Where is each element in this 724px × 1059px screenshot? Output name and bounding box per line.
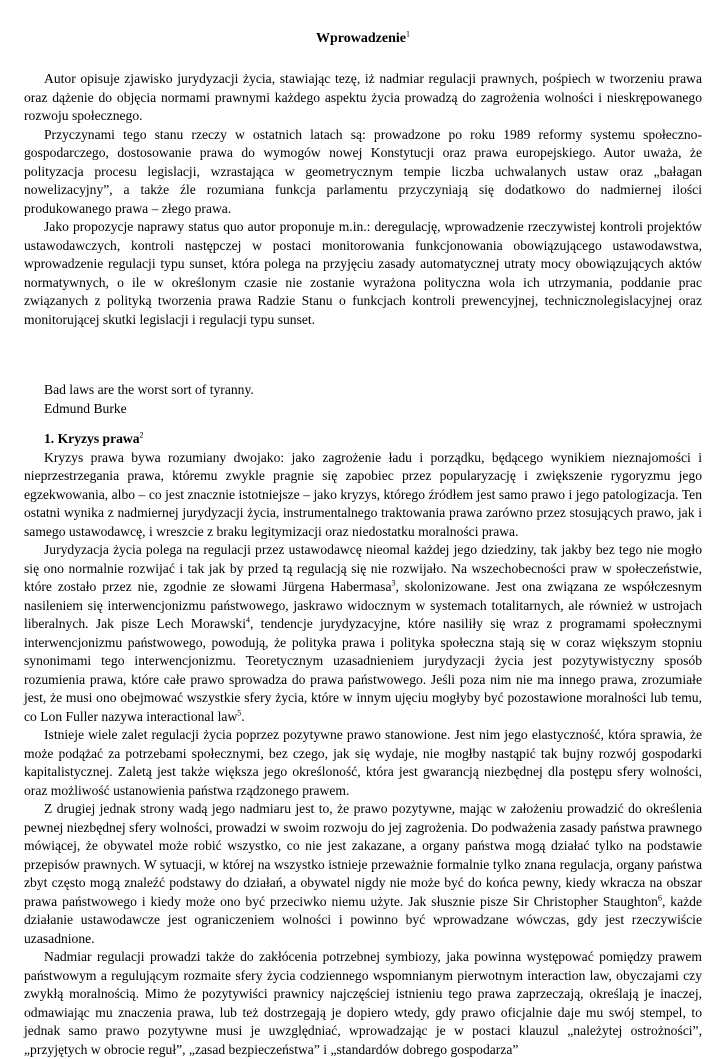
section-heading <box>44 430 702 449</box>
footnote-marker-3[interactable]: 3 <box>392 578 396 587</box>
body-paragraph-4-text-a: Z drugiej jednak strony wadą jego nadmiaru jest to, że prawo pozytywne, mając w założeniu prowadzić do określenia pewnej niezbędnej sfery wolności, prowadzi w swoim rozwoju do jej zagrożenia. Do podważenia zasady państwa prawnego mówiącej, że obywatel może robić wszystko, co nie jest zakazane, a organy państwa mogą działać tylko na podstawie przepisów prawnych. W sytuacji, w której na wszystko istnieje przeważnie formalnie tylko znana regulacja, organy państwa zbyt często mogą znaleźć podstawy do działań, a obywatel nigdy nie może być do końca pewny, kiedy wkracza na obszar prawa państwowego i kiedy może ono być przeciwko niemu użyte. Jak słusznie pisze Sir Christopher Staughton <box>24 801 702 909</box>
body-paragraph-2 <box>24 541 702 726</box>
footnote-marker-6[interactable]: 6 <box>658 893 662 902</box>
abstract-paragraph-3: Jako propozycje naprawy status quo autor proponuje m.in.: deregulację, wprowadzenie rzeczywistej kontroli projektów ustawodawczych, kontroli następczej w postaci monitorowania funkcjonowania obowiązującego ustawodawstwa, wprowadzenie regulacji typu sunset, która polega na przyjęciu zasady automatycznej utraty mocy obowiązujących aktów normatywnych, o ile w określonym czasie nie zostanie wyrażona polityczna wola ich utrzymania, poddanie prac związanych z polityką tworzenia prawa Radzie Stanu o funkcjach kontroli prewencyjnej, technicznolegislacyjnej oraz monitorującej skutki legislacji i regulacji typu sunset. <box>24 218 702 329</box>
title-text: Wprowadzenie <box>316 31 406 46</box>
abstract-paragraph-2: Przyczynami tego stanu rzeczy w ostatnich latach są: prowadzone po roku 1989 reformy systemu społeczno-gospodarczego, dostosowanie prawa do wymogów nowej Konstytucji oraz prawa europejskiego. Autor uważa, że polityzacja procesu legislacji, wzrastająca w geometrycznym tempie liczba uchwalanych ustaw oraz „bałagan nowelizacyjny”, a także źle rozumiana funkcja parlamentu przyczyniają się dodatkowo do nadmiernej ilości produkowanego prawa – złego prawa. <box>24 126 702 219</box>
epigraph <box>44 381 702 418</box>
abstract-paragraph-1: Autor opisuje zjawisko jurydyzacji życia, stawiając tezę, iż nadmiar regulacji prawnych, pośpiech w tworzeniu prawa oraz dążenie do objęcia normami prawnymi każdego aspektu życia prowadzą do zagrożenia wolności i nieskrępowanego rozwoju społecznego. <box>24 70 702 126</box>
document-title <box>24 30 702 48</box>
body-paragraph-2-text-b: , skolonizowane. Jest ona związana ze współczesnym nasileniem się interwencjonizmu państwowego, jaskrawo widocznym w systemach totalitarnych, ale również w ustrojach liberalnych. Jak pisze Lech Morawski <box>24 579 702 631</box>
body-paragraph-1: Kryzys prawa bywa rozumiany dwojako: jako zagrożenie ładu i porządku, będącego wynikiem nieznajomości i nieprzestrzegania prawa, któremu zwykle pragnie się zapobiec przez popularyzację i zwiększenie rygoryzmu jego egzekwowania, albo – co jest znacznie istotniejsze – jako kryzys, którego źródłem jest samo prawo i jego patologizacja. Ten ostatni wynika z nadmiernej jurydyzacji życia, instrumentalnego traktowania prawa zarówno przez stosujących prawo, jak i samego ustawodawcę, i wreszcie z braku legitymizacji oraz niedostatku moralności prawa. <box>24 449 702 542</box>
body-paragraph-5: Nadmiar regulacji prowadzi także do zakłócenia potrzebnej symbiozy, jaka powinna występować pomiędzy prawem państwowym a regulującym rozmaite sfery życia codziennego wspomnianym pierwotnym interaction law, obyczajami czy zwykłą moralnością. Mimo że pozytywiści prawnicy najczęściej istnieniu tego prawa zaprzeczają, określają je inaczej, odmawiając mu znaczenia prawa, lub też dostrzegają je dopiero wtedy, gdy prawo oficjalnie daje mu swój stempel, to jednak samo prawo pozytywne musi je uwzględniać, wprowadzając je w postaci klauzul „należytej ostrożności”, „przyjętych w obrocie reguł”, „zasad bezpieczeństwa” i „standardów dobrego gospodarza” <box>24 948 702 1059</box>
section-body <box>24 449 702 1059</box>
body-paragraph-2-text-a: Jurydyzacja życia polega na regulacji przez ustawodawcę nieomal każdej jego dziedziny, tak jakby bez tego nie mogło się ono normalnie rozwijać i tak jak by przed tą regulacją się nie rozwijało. Na wszechobecności praw w społeczeństwie, które zostało przez nie, zgodnie ze słowami Jürgena Habermasa <box>24 542 702 594</box>
epigraph-author: Edmund Burke <box>44 400 702 419</box>
body-paragraph-3: Istnieje wiele zalet regulacji życia poprzez pozytywne prawo stanowione. Jest nim jego elastyczność, która sprawia, że może podążać za potrzebami społecznymi, bez czego, jak się wydaje, nie mogłby nastąpić tak bujny rozwój gospodarki kapitalistycznej. Zaletą jest także większa jego określoność, która jest gwarancją niezbędnej dla postępu sfery wolności, oraz możliwość ustanowienia państwa rządzonego prawem. <box>24 726 702 800</box>
body-paragraph-4-text-b: , każde działanie ustawodawcze jest ograniczeniem wolności i powinno być wprowadzane wówczas, gdy jest rzeczywiście uzasadnione. <box>24 894 702 946</box>
body-paragraph-2-text-c: , tendencje jurydyzacyjne, które nasiliły się wraz z programami społecznymi interwencjonizmu państwowego, powodują, że polityka prawa i polityka społeczna stają się w coraz większym stopniu synonimami tego interwencjonizmu. Teoretycznym uzasadnieniem jurydyzacji życia jest pozytywistyczny sposób rozumienia prawa, które całe prawo sprowadza do prawa państwowego. Jeśli poza nim nie ma innego prawa, zrozumiałe jest, że musi ono obejmować wszystkie sfery życia, które w innym ujęciu mogłyby być pozostawione moralności lub temu, co Lon Fuller nazywa interactional law <box>24 616 702 724</box>
footnote-marker-4[interactable]: 4 <box>246 615 250 624</box>
abstract <box>24 70 702 329</box>
epigraph-quote: Bad laws are the worst sort of tyranny. <box>44 381 702 400</box>
body-paragraph-2-text-d: . <box>241 709 244 724</box>
section-footnote-marker[interactable]: 2 <box>140 430 144 439</box>
section-heading-text: 1. Kryzys prawa <box>44 431 140 446</box>
title-footnote-marker[interactable]: 1 <box>406 29 410 38</box>
body-paragraph-4 <box>24 800 702 948</box>
footnote-marker-5[interactable]: 5 <box>237 708 241 717</box>
